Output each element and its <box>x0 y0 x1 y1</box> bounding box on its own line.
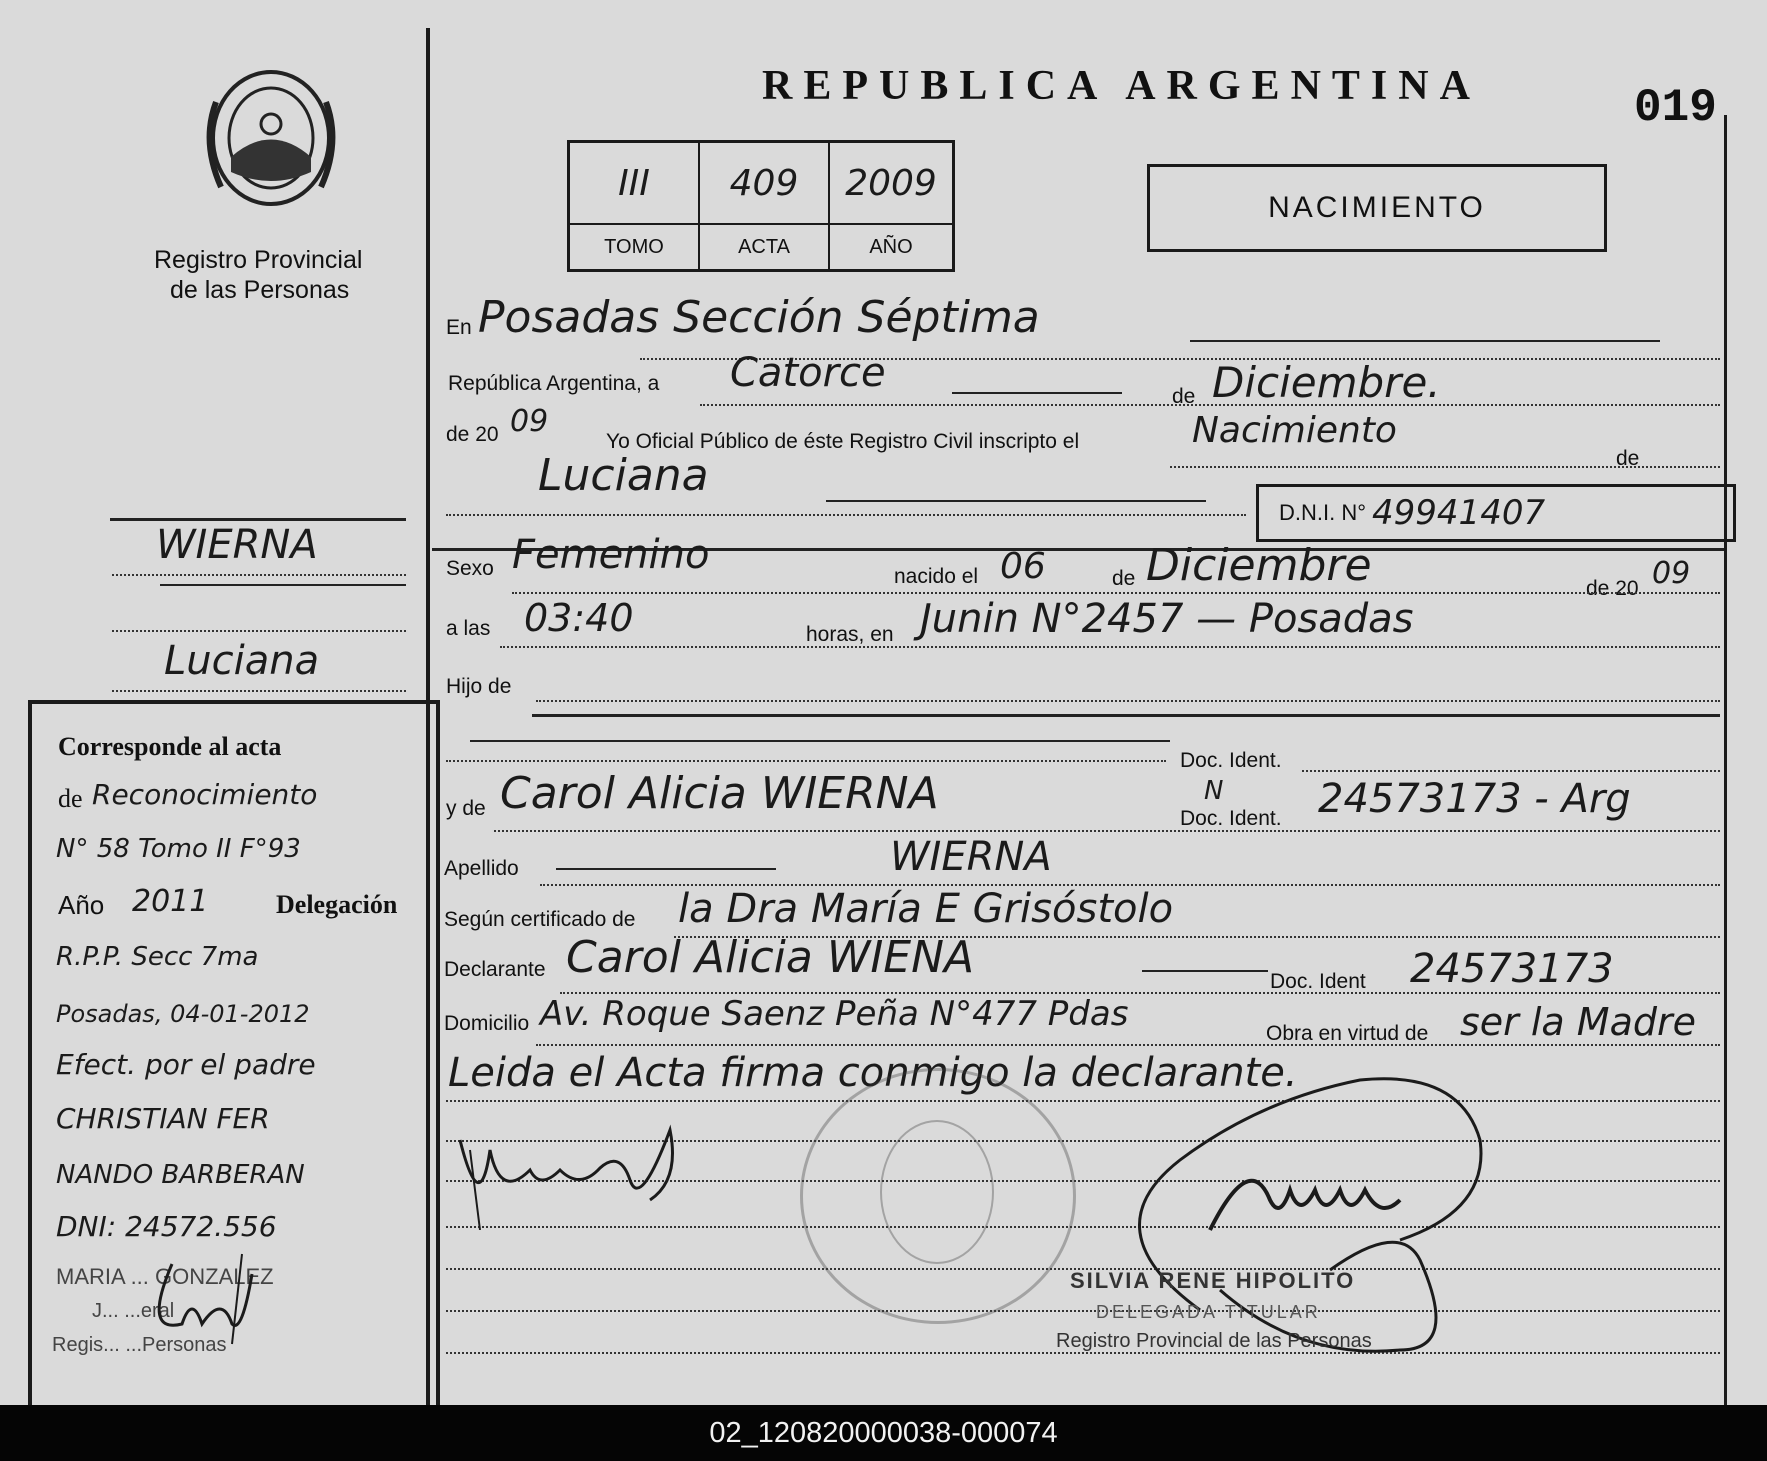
apellido-label: Apellido <box>444 857 519 880</box>
y-de-label: y de <box>446 797 486 820</box>
note-cargo: J... ...eral <box>92 1300 175 1322</box>
month-words-value: Diciembre. <box>1212 358 1441 407</box>
sexo-dotted-line <box>512 592 1720 594</box>
declarante-doc-value: 24573173 <box>1410 946 1614 992</box>
republica-label: República Argentina, a <box>448 372 660 395</box>
acta-value: 409 <box>700 143 830 225</box>
given-name-value: Luciana <box>538 450 709 501</box>
official-title: DELEGADA TITULAR <box>1096 1302 1321 1322</box>
note-dni: DNI: 24572.556 <box>56 1210 277 1243</box>
margin-surname-rule <box>160 584 406 586</box>
place-line <box>1190 340 1660 342</box>
year-prefix-label: de 20 <box>446 423 499 446</box>
official-office: Registro Provincial de las Personas <box>1056 1330 1372 1352</box>
note-title: Corresponde al acta <box>58 732 282 761</box>
given-name-line <box>826 500 1206 502</box>
oficial-label: Yo Oficial Público de éste Registro Civil inscripto el <box>606 430 1080 453</box>
father-dotted-line <box>446 760 1166 762</box>
place-value: Posadas Sección Séptima <box>478 292 1040 343</box>
father-name-line <box>470 740 1170 742</box>
birth-time-value: 03:40 <box>524 596 634 640</box>
note-ano-label: Año <box>58 890 105 920</box>
event-value: Nacimiento <box>1192 410 1397 451</box>
note-efect: Efect. por el padre <box>56 1048 316 1081</box>
certificado-label: Según certificado de <box>444 908 636 931</box>
margin-given-name: Luciana <box>164 638 320 684</box>
margin-top-rule <box>110 518 406 521</box>
oficial-dotted-line <box>1170 466 1720 468</box>
domicilio-value: Av. Roque Saenz Peña N°477 Pdas <box>540 994 1129 1034</box>
birth-year-prefix-label: de 20 <box>1586 577 1639 600</box>
official-stamp-inner-icon <box>880 1120 994 1264</box>
note-de-label: de <box>58 784 83 813</box>
margin-surname-dotted <box>112 574 406 576</box>
birth-place-value: Junin N°2457 — Posadas <box>920 596 1414 642</box>
year-suffix-value: 09 <box>510 404 549 439</box>
certificate-type-box: NACIMIENTO <box>1147 164 1607 252</box>
mother-name-value: Carol Alicia WIERNA <box>500 768 939 819</box>
birth-month-de-label: de <box>1112 567 1136 590</box>
y-de-dotted-line <box>494 830 1720 832</box>
note-number: N° 58 Tomo II F°93 <box>56 834 301 864</box>
sexo-value: Femenino <box>512 532 710 578</box>
day-words-value: Catorce <box>730 350 886 396</box>
declarante-doc-ident-label: Doc. Ident <box>1270 970 1366 993</box>
a-las-dotted-line <box>500 646 1720 648</box>
note-oficina: Regis... ...Personas <box>52 1334 227 1356</box>
closing-text: Leida el Acta firma conmigo la declarante. <box>448 1050 1298 1096</box>
mother-doc-ident-label: Doc. Ident. <box>1180 807 1282 830</box>
month-de-label: de <box>1172 385 1196 408</box>
official-name: SILVIA RENE HIPOLITO <box>1070 1268 1356 1293</box>
note-ano-value: 2011 <box>132 884 209 919</box>
certificado-value: la Dra María E Grisóstolo <box>678 886 1174 932</box>
note-fecha: Posadas, 04-01-2012 <box>56 1000 310 1028</box>
note-type: Reconocimiento <box>92 778 318 811</box>
blank-dotted-line-5 <box>446 1310 1720 1312</box>
dni-label: D.N.I. N° <box>1279 500 1367 525</box>
event-de-label: de <box>1616 447 1640 470</box>
domicilio-label: Domicilio <box>444 1012 530 1035</box>
note-signature <box>132 1234 282 1354</box>
obra-value: ser la Madre <box>1460 1000 1696 1044</box>
declarante-label: Declarante <box>444 958 546 981</box>
note-delegacion: Delegación <box>276 890 398 919</box>
declarant-signature <box>440 1110 720 1230</box>
margin-surname: WIERNA <box>156 522 318 568</box>
nacido-label: nacido el <box>894 565 979 588</box>
sexo-label: Sexo <box>446 557 494 580</box>
note-firmante: MARIA ... GONZALEZ <box>56 1264 274 1289</box>
declarante-value: Carol Alicia WIENA <box>566 932 975 983</box>
a-las-label: a las <box>446 617 491 640</box>
margin-given-dotted-2 <box>112 690 406 692</box>
closing-dotted-line <box>446 1100 1720 1102</box>
domicilio-dotted-line <box>536 1044 1720 1046</box>
en-label: En <box>446 316 472 339</box>
folio-number: 019 <box>1634 82 1717 134</box>
margin-note-box <box>28 700 440 1413</box>
acta-label: ACTA <box>700 225 830 269</box>
apellido-line <box>556 868 776 870</box>
note-padre-line1: CHRISTIAN FER <box>56 1102 270 1135</box>
republica-dotted-line <box>700 404 1720 406</box>
provincial-seal-icon <box>196 62 346 222</box>
given-name-dotted-line <box>446 514 1246 516</box>
hijo-de-separator <box>532 714 1720 717</box>
tomo-value: III <box>570 143 700 225</box>
hijo-de-dotted-line <box>536 700 1720 702</box>
hijo-de-label: Hijo de <box>446 675 512 698</box>
registry-name-line1: Registro Provincial <box>154 246 363 274</box>
apellido-value: WIERNA <box>890 834 1052 880</box>
note-seccion: R.P.P. Secc 7ma <box>56 942 259 972</box>
father-doc-ident-label: Doc. Ident. <box>1180 749 1282 772</box>
tomo-label: TOMO <box>570 225 700 269</box>
registration-box <box>567 140 955 272</box>
note-padre-line2: NANDO BARBERAN <box>56 1160 305 1190</box>
mother-doc-n-label: N <box>1204 776 1224 806</box>
birth-day-value: 06 <box>1000 546 1046 587</box>
birth-month-value: Diciembre <box>1146 540 1372 591</box>
document-title: REPUBLICA ARGENTINA <box>762 63 1481 109</box>
margin-given-dotted <box>112 630 406 632</box>
declarante-line <box>1142 970 1268 972</box>
ano-label: AÑO <box>869 235 913 258</box>
dni-value: 49941407 <box>1372 493 1546 533</box>
image-caption: 02_120820000038-000074 <box>0 1405 1767 1461</box>
mother-doc-value: 24573173 - Arg <box>1318 776 1631 822</box>
dni-box <box>1256 484 1736 542</box>
ano-value: 2009 <box>830 143 952 225</box>
father-doc-dotted-line <box>1302 770 1720 772</box>
right-border <box>1724 115 1727 1405</box>
registry-name-line2: de las Personas <box>170 276 350 304</box>
obra-label: Obra en virtud de <box>1266 1022 1429 1045</box>
horas-label: horas, en <box>806 623 894 646</box>
day-line <box>952 392 1122 394</box>
birth-year-suffix-value: 09 <box>1652 556 1691 591</box>
